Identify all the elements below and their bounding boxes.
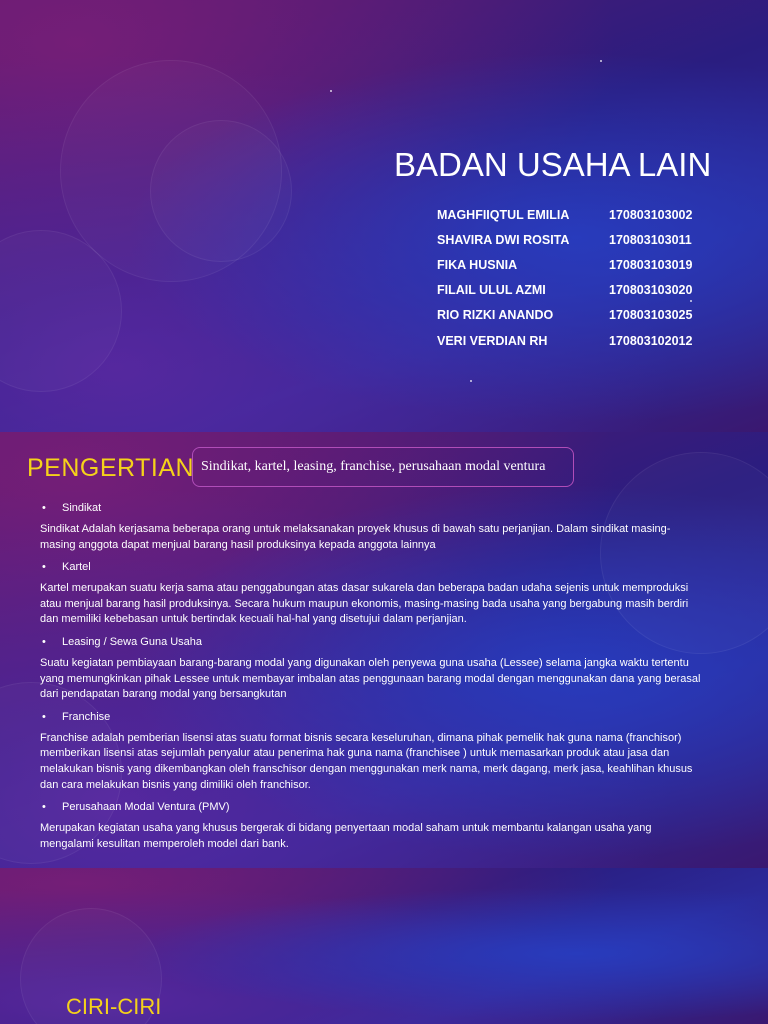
member-row (437, 227, 692, 252)
paragraph-line: masing anggota dapat menjual barang hasil produksinya kepada anggota lainnya (40, 538, 436, 551)
definition-content (40, 496, 740, 858)
section-title: PENGERTIAN (27, 454, 195, 482)
member-row (437, 328, 692, 353)
member-id: 170803103025 (609, 308, 693, 323)
paragraph-line: memberikan lisensi atas sejumlah penyalur atau penerima hak guna nama (franchisee ) untuk memasarkan produk atau jasa dan (40, 747, 670, 760)
bullet-item (40, 634, 740, 650)
paragraph-line: mengalami kesulitan memperoleh model dari bank. (40, 837, 289, 850)
paragraph-line: dari pendapatan barang modal yang bersangkutan (40, 688, 287, 701)
bokeh-decoration (150, 120, 292, 262)
bullet-dot-icon: • (42, 801, 46, 814)
star-decoration (470, 380, 472, 382)
member-row (437, 252, 692, 277)
bullet-label: Leasing / Sewa Guna Usaha (62, 635, 203, 648)
definition-slide (0, 432, 768, 868)
member-name: MAGHFIIQTUL EMILIA (437, 207, 570, 222)
bullet-dot-icon: • (42, 710, 46, 723)
bullet-dot-icon: • (42, 502, 46, 514)
member-name: RIO RIZKI ANANDO (437, 308, 554, 323)
paragraph-line: Suatu kegiatan pembiayaan barang-barang modal yang digunakan oleh penyewa guna usaha (Lessee) selama jangka waktu tertentu (40, 656, 689, 669)
member-name: VERI VERDIAN RH (437, 333, 548, 348)
member-row (437, 278, 692, 303)
paragraph-line: melakukan bisnis yang dikembangkan oleh franschisor dengan menggunakan merk nama, merk dagang, merk jasa, keahlihan khusus (40, 762, 693, 775)
characteristics-slide (0, 868, 768, 1024)
star-decoration (600, 60, 602, 62)
member-id: 170803103020 (609, 283, 693, 298)
paragraph-line: dan memiliki kebebasan untuk bertindak kecuali hal-hal yang disetujui dalam perjanjian. (40, 613, 467, 626)
bullet-label: Sindikat (62, 502, 102, 514)
bullet-label: Kartel (62, 561, 91, 574)
bullet-dot-icon: • (42, 635, 46, 648)
member-name: FILAIL ULUL AZMI (437, 283, 546, 298)
member-name: SHAVIRA DWI ROSITA (437, 232, 570, 247)
bullet-item (40, 500, 740, 516)
subtitle-box (192, 447, 574, 487)
bullet-label: Perusahaan Modal Ventura (PMV) (62, 801, 230, 814)
paragraph-line: yang memungkinkan pihak Lessee untuk membayar imbalan atas penggunaan barang modal dengan menggunakan dana yang berasal (40, 672, 701, 685)
member-list (437, 202, 692, 353)
bullet-label: Franchise (62, 710, 111, 723)
bullet-item (40, 559, 740, 575)
slide-title: BADAN USAHA LAIN (394, 146, 712, 183)
paragraph-line: Sindikat Adalah kerjasama beberapa orang untuk melaksanakan proyek khusus di bawah satu perjanjian. Dalam sindikat masing- (40, 523, 671, 535)
paragraph (40, 821, 740, 852)
subtitle-text: Sindikat, kartel, leasing, franchise, perusahaan modal ventura (201, 459, 546, 474)
member-name: FIKA HUSNIA (437, 257, 518, 272)
paragraph-line: dan cara melakukan bisnis yang dimiliki oleh franchisor. (40, 778, 311, 791)
star-decoration (330, 90, 332, 92)
paragraph (40, 581, 740, 628)
paragraph-line: Franchise adalah pemberian lisensi atas suatu format bisnis secara keseluruhan, dimana pihak pemelik hak guna nama (franchisor) (40, 731, 682, 744)
member-id: 170803102012 (609, 333, 693, 348)
paragraph-line: Kartel merupakan suatu kerja sama atau penggabungan atas dasar sukarela dan beberapa badan udaha sejenis untuk memproduksi (40, 582, 689, 595)
member-row (437, 303, 692, 328)
bullet-item (40, 709, 740, 725)
member-id: 170803103002 (609, 207, 693, 222)
paragraph (40, 731, 740, 793)
section-title: CIRI-CIRI (66, 994, 162, 1019)
member-id: 170803103011 (609, 232, 692, 247)
member-row (437, 202, 692, 227)
title-slide (0, 0, 768, 432)
paragraph-line: Merupakan kegiatan usaha yang khusus bergerak di bidang penyertaan modal saham untuk membantu kalangan usaha yang (40, 822, 652, 835)
bullet-dot-icon: • (42, 561, 46, 574)
paragraph (40, 522, 740, 553)
bullet-item (40, 799, 740, 815)
paragraph (40, 656, 740, 703)
member-id: 170803103019 (609, 257, 693, 272)
paragraph-line: atau menjual barang hasil produksinya. Secara hukum maupun ekonomis, masing-masing bada usaha yang bergabung masih berdiri (40, 597, 689, 610)
